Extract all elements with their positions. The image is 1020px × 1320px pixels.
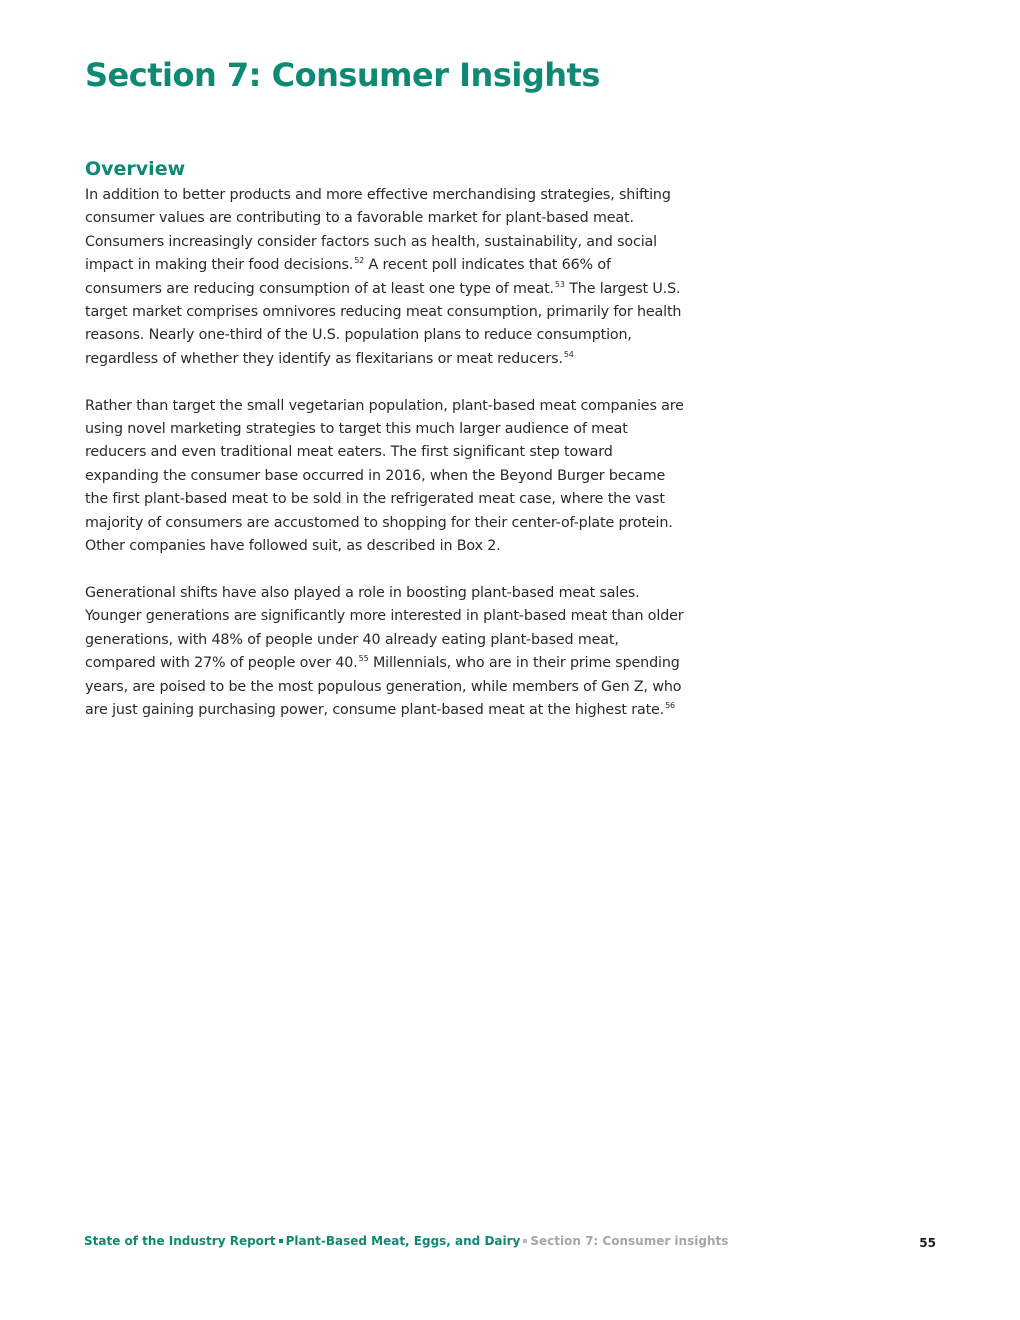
paragraph-text: A recent poll indicates that 66% of consumers are reducing consumption of at least one type of meat. <box>85 257 611 297</box>
page-number: 55 <box>919 1236 936 1250</box>
paragraph-text: Generational shifts have also played a role in boosting plant-based meat sales. Younger generations are significantly more interested in plant-based meat than older generations, with 48% of people under 40 already eating plant-based meat, compared with 27% of people over 40. <box>85 584 684 672</box>
page-title: Section 7: Consumer Insights <box>85 56 600 94</box>
paragraph-text: Millennials, who are in their prime spending years, are poised to be the most populous generation, while members of Gen Z, who are just gaining purchasing power, consume plant-based meat at the highest rate. <box>85 655 682 718</box>
page-footer <box>84 1234 936 1252</box>
body-paragraph <box>85 582 685 722</box>
footnote-reference[interactable]: 54 <box>563 349 574 359</box>
footer-report-subject: Plant-Based Meat, Eggs, and Dairy <box>285 1234 521 1248</box>
footer-separator <box>523 1239 527 1243</box>
paragraph-text: Rather than target the small vegetarian population, plant-based meat companies are using novel marketing strategies to target this much larger audience of meat reducers and even traditional meat eaters. The first significant step toward expanding the consumer base occurred in 2016, when the Beyond Burger became the first plant-based meat to be sold in the refrigerated meat case, where the vast majority of consumers are accustomed to shopping for their center-of-plate protein. Other companies have followed suit, as described in Box 2. <box>85 397 684 555</box>
body-paragraph <box>85 395 685 559</box>
paragraph-text: In addition to better products and more effective merchandising strategies, shifting consumer values are contributing to a favorable market for plant-based meat. Consumers increasingly consider factors such as health, sustainability, and social impact in making their food decisions. <box>85 187 671 274</box>
footer-separator <box>279 1239 283 1243</box>
paragraph-text: The largest U.S. target market comprises omnivores reducing meat consumption, primarily for health reasons. Nearly one-third of the U.S. population plans to reduce consumption, regardless of whether they identify as flexitarians or meat reducers. <box>85 280 682 367</box>
footer-report-title: State of the Industry Report <box>84 1234 276 1248</box>
overview-body <box>85 184 685 722</box>
main-content <box>85 156 685 746</box>
footnote-reference[interactable]: 56 <box>665 700 675 710</box>
footer-section-name: Section 7: Consumer insights <box>530 1234 729 1248</box>
footnote-reference[interactable]: 53 <box>554 279 565 289</box>
footnote-reference[interactable]: 52 <box>354 256 365 266</box>
body-paragraph <box>85 184 685 371</box>
footnote-reference[interactable]: 55 <box>358 654 369 664</box>
overview-heading: Overview <box>85 158 186 180</box>
